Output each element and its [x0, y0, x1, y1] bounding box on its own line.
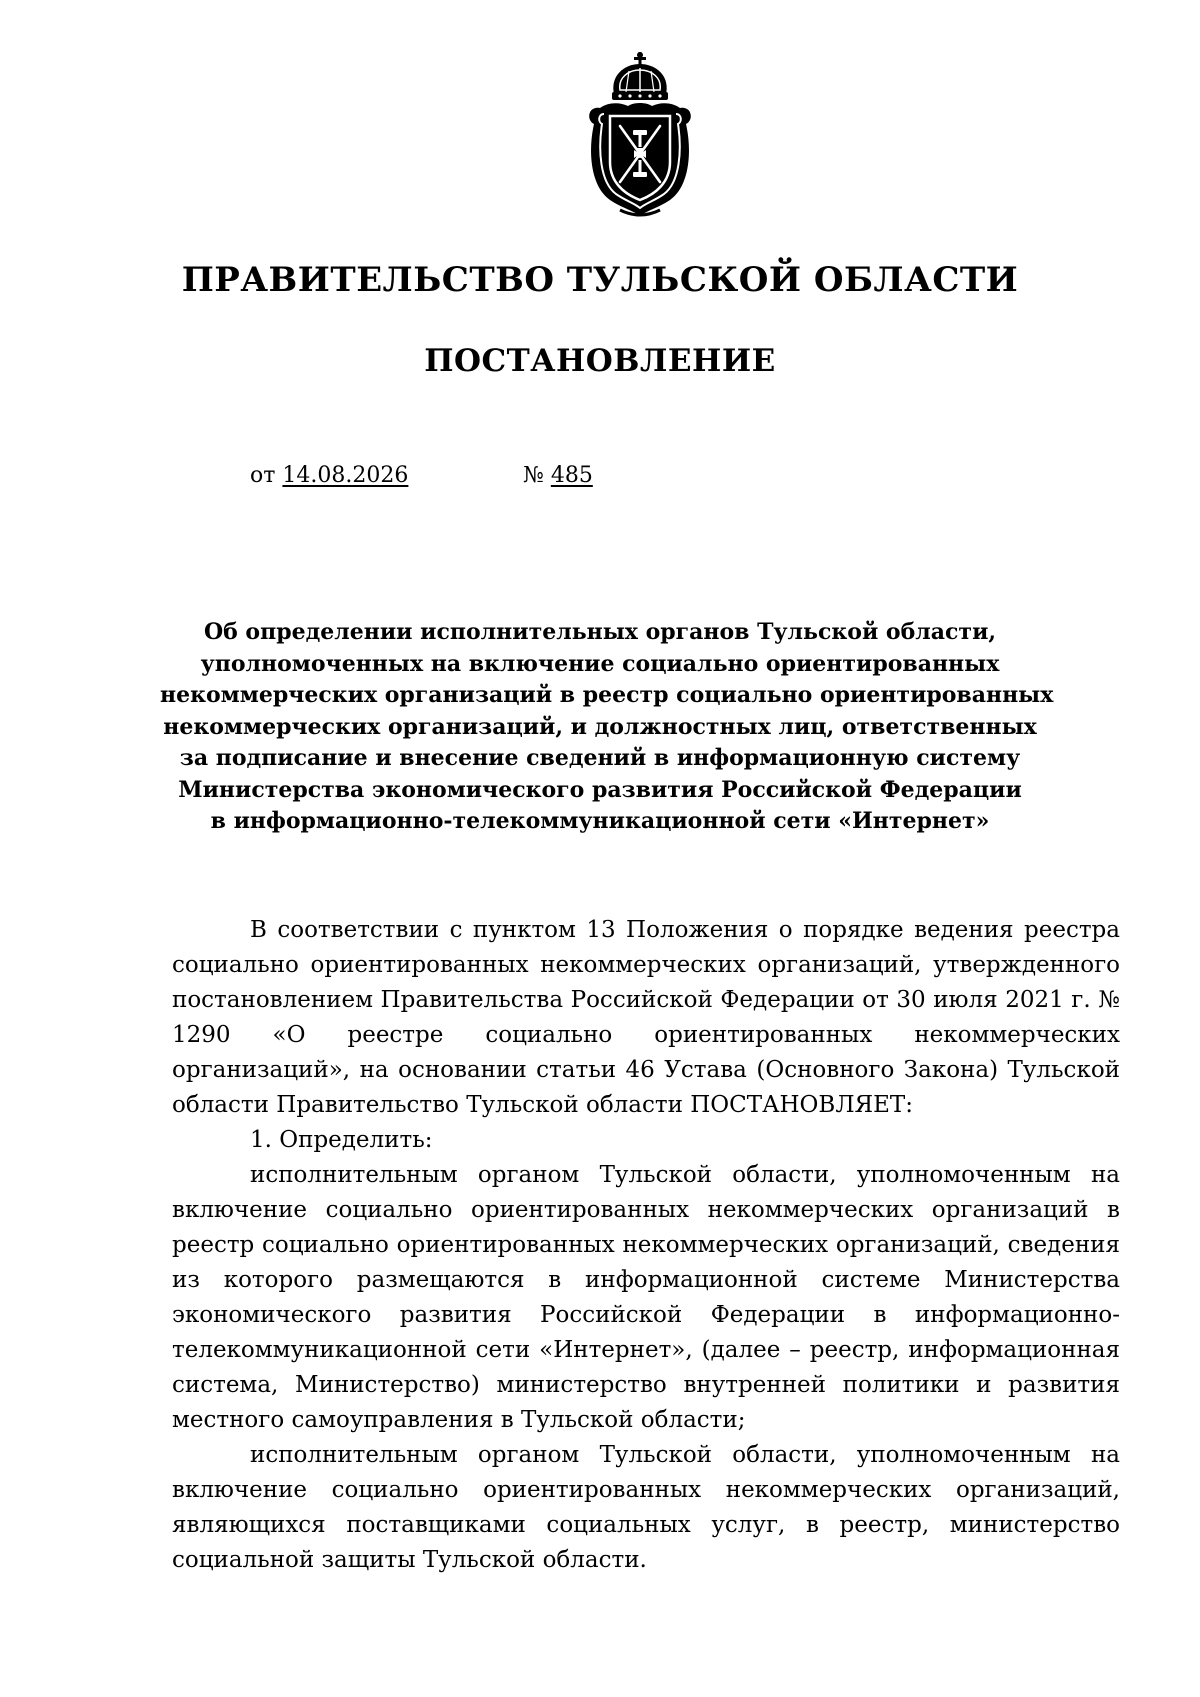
number-value: 485 [550, 463, 593, 488]
document-body [172, 913, 1120, 1578]
government-name: ПРАВИТЕЛЬСТВО ТУЛЬСКОЙ ОБЛАСТИ [181, 260, 1019, 300]
crown-icon [612, 52, 668, 100]
subject-line: уполномоченных на включение социально ориентированных [200, 650, 1000, 677]
subject-line: Министерства экономического развития Российской Федерации [178, 776, 1022, 803]
subject-line: некоммерческих организаций в реестр социально ориентированных [160, 682, 1054, 708]
item-1-heading: 1. Определить: [250, 1127, 433, 1153]
date-prefix: от [250, 463, 276, 488]
coat-of-arms-emblem [580, 50, 700, 218]
item-1-clause-a: исполнительным органом Тульской области, уполномоченным на включение социально ориентированных некоммерческих организаций в реестр социально ориентированных некоммерческих организаций, сведения из которого размещаются в информационной системе Министерства экономического развития Российской Федерации в информационно-телекоммуникационной сети «Интернет», (далее – реестр, информационная система, Министерство) министерство внутренней политики и развития местного самоуправления в Тульской области; [172, 1162, 1120, 1433]
subject-line: Об определении исполнительных органов Тульской области, [203, 619, 997, 645]
subject-line: некоммерческих организаций, и должностных лиц, ответственных [163, 713, 1037, 740]
document-subject [160, 617, 1054, 838]
preamble-paragraph: В соответствии с пунктом 13 Положения о порядке ведения реестра социально ориентированных некоммерческих организаций, утвержденного постановлением Правительства Российской Федерации от 30 июля 2021 г. № 1290 «О реестре социально ориентированных некоммерческих организаций», на основании статьи 46 Устава (Основного Закона) Тульской области Правительство Тульской области ПОСТАНОВЛЯЕТ: [172, 917, 1120, 1118]
document-date [250, 463, 408, 488]
date-value: 14.08.2026 [282, 463, 409, 488]
item-1-clause-b: исполнительным органом Тульской области, уполномоченным на включение социально ориентированных некоммерческих организаций, являющихся поставщиками социальных услуг, в реестр, министерство социальной защиты Тульской области. [172, 1442, 1120, 1573]
number-prefix: № [523, 463, 544, 488]
subject-line: за подписание и внесение сведений в информационную систему [179, 745, 1021, 771]
subject-line: в информационно-телекоммуникационной сети «Интернет» [210, 808, 990, 834]
document-type: ПОСТАНОВЛЕНИЕ [424, 343, 776, 379]
document-number [523, 463, 593, 488]
